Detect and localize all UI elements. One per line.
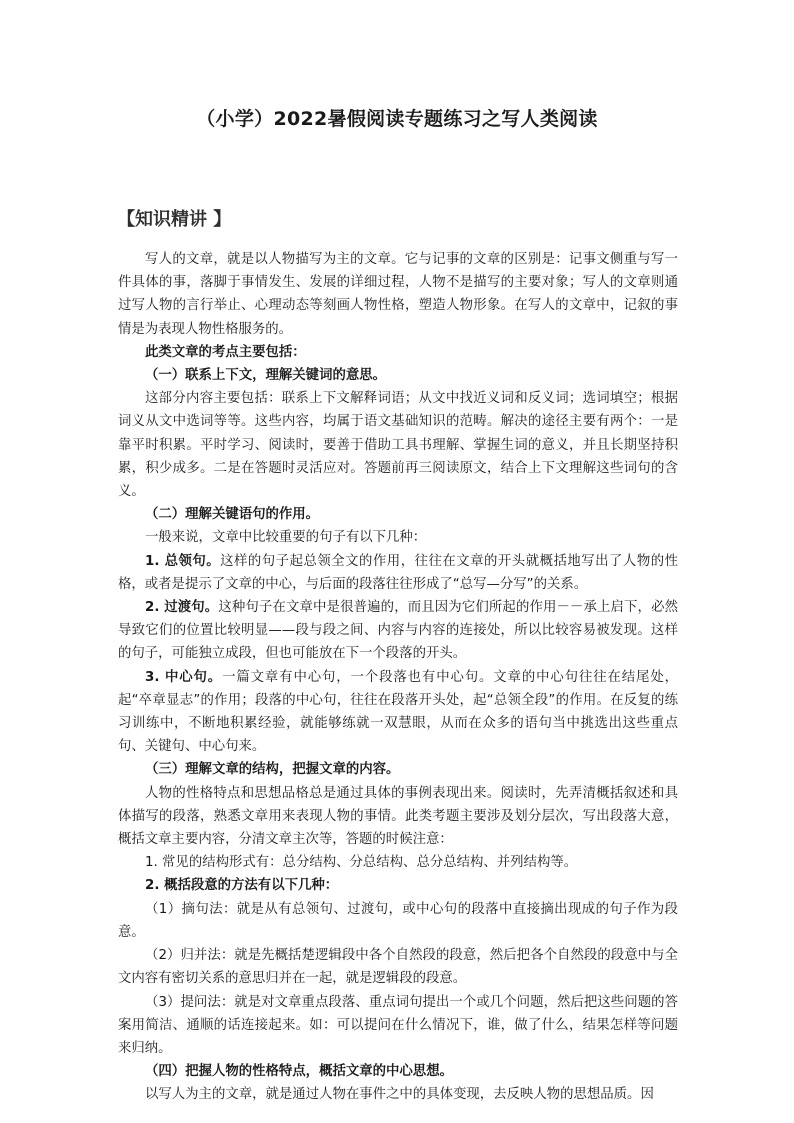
item-1-label: 1. 总领句。 <box>145 553 221 569</box>
item-2-label: 2. 过渡句。 <box>145 600 219 616</box>
section-1-heading: （一）联系上下文，理解关键词的意思。 <box>145 368 387 384</box>
key-points-heading: 此类文章的考点主要包括： <box>145 344 306 360</box>
section-3-heading: （三）理解文章的结构，把握文章的内容。 <box>145 762 400 778</box>
item-2-text: 这种句子在文章中是很普遍的，而且因为它们所起的作用－－承上启下，必然导致它们的位置比较明显——段与段之间、内容与内容的连接处，所以比较容易被发现。这样的句子，可能独立成段，但也可能放在下一个段落的开头。 <box>118 600 678 662</box>
document-title: （小学）2022暑假阅读专题练习之写人类阅读 <box>196 108 598 130</box>
section-4-paragraph: 以写人为主的文章，就是通过人物在事件之中的具体变现，去反映人物的思想品质。因 <box>145 1087 654 1103</box>
section-3-paragraph: 人物的性格特点和思想品格总是通过具体的事例表现出来。阅读时，先弄清概括叙述和具体描写的段落，熟悉文章用来表现人物的事情。此类考题主要涉及划分层次，写出段落大意，概括文章主要内容，分清文章主次等，答题的时候注意： <box>118 785 678 848</box>
section-2-item-3 <box>118 666 678 759</box>
item-3-label: 3. 中心句。 <box>145 669 223 685</box>
section-2-item-2 <box>118 596 678 666</box>
section-3-item-2: 2. 概括段意的方法有以下几种： <box>145 878 339 894</box>
section-4-heading: （四）把握人物的性格特点，概括文章的中心思想。 <box>145 1064 453 1080</box>
section-1-paragraph: 这部分内容主要包括：联系上下文解释词语；从文中找近义词和反义词；选词填空；根据词义从文中选词等等。这些内容，均属于语文基础知识的范畴。解决的途径主要有两个：一是靠平时积累。平时学习、阅读时，要善于借助工具书理解、掌握生词的意义，并且长期坚持积累，积少成多。二是在答题时灵活应对。答题前再三阅读原文，结合上下文理解这些词句的含义。 <box>118 391 678 500</box>
document-body <box>118 248 678 1107</box>
intro-paragraph: 写人的文章，就是以人物描写为主的文章。它与记事的文章的区别是：记事文侧重与写一件具体的事，落脚于事情发生、发展的详细过程，人物不是描写的主要对象；写人的文章则通过写人物的言行举止、心理动态等刻画人物性格，塑造人物形象。在写人的文章中，记叙的事情是为表现人物性格服务的。 <box>118 252 678 337</box>
section-3-item-1: 1. 常见的结构形式有：总分结构、分总结构、总分总结构、并列结构等。 <box>145 855 578 871</box>
method-merge: （2）归并法：就是先概括楚逻辑段中各个自然段的段意，然后把各个自然段的段意中与全文内容有密切关系的意思归并在一起，就是逻辑段的段意。 <box>118 948 678 987</box>
method-extract: （1）摘句法：就是从有总领句、过渡句，或中心句的段落中直接摘出现成的句子作为段意。 <box>118 901 678 940</box>
item-3-text: 一篇文章有中心句，一个段落也有中心句。文章的中心句往往在结尾处，起“卒章显志”的作用；段落的中心句，往往在段落开头处，起“总领全段”的作用。在反复的练习训练中，不断地积累经验，就能够练就一双慧眼，从而在众多的语句当中挑选出这些重点句、关键句、中心句来。 <box>118 669 678 755</box>
item-1-text: 这样的句子起总领全文的作用，往往在文章的开头就概括地写出了人物的性格，或者是提示了文章的中心，与后面的段落往往形成了“总写—分写”的关系。 <box>118 553 678 592</box>
section-2-item-1 <box>118 550 678 596</box>
section-2-heading: （二）理解关键语句的作用。 <box>145 507 320 523</box>
section-2-intro: 一般来说，文章中比较重要的句子有以下几种： <box>145 530 427 546</box>
method-question: （3）提问法：就是对文章重点段落、重点词句提出一个或几个问题，然后把这些问题的答案用简洁、通顺的话连接起来。如：可以提问在什么情况下，谁，做了什么，结果怎样等问题来归纳。 <box>118 994 678 1056</box>
section-heading: 【知识精讲 】 <box>117 209 232 230</box>
